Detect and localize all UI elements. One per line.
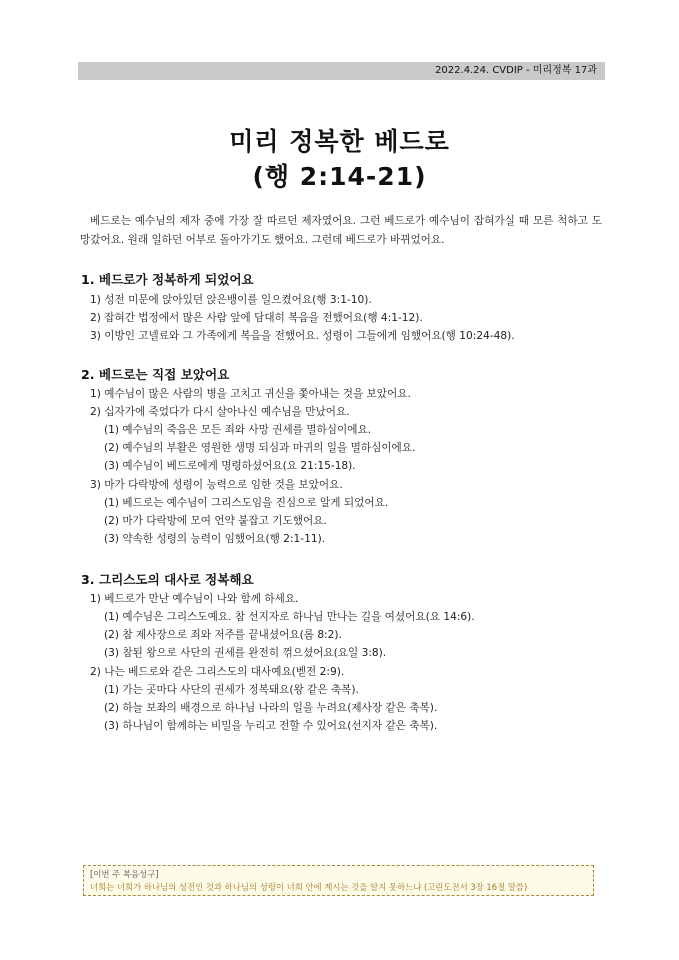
section-2-subitem-3-2: (2) 마가 다락방에 모여 언약 붙잡고 기도했어요. [104,515,327,527]
section-2-subitem-3-1: (1) 베드로는 예수님이 그리스도임을 진심으로 알게 되었어요. [104,497,389,509]
section-2-subitem-2-3: (3) 예수님이 베드로에게 명령하셨어요(요 21:15-18). [104,460,356,472]
section-2-title: 2. 베드로는 직접 보았어요 [81,367,230,382]
header-bar [78,62,605,80]
intro-paragraph: 베드로는 예수님의 제자 중에 가장 잘 따르던 제자였어요. 그런 베드로가 예수님이 잡혀가실 때 모른 척하고 도망갔어요. 원래 일하던 어부로 돌아가기도 했어요. 그런데 베드로가 바뀌었어요. [80,215,602,246]
weekly-verse-label: [이번 주 복음성구] [90,869,159,879]
weekly-verse-box [83,865,594,896]
section-2-item-2: 2) 십자가에 죽었다가 다시 살아나신 예수님을 만났어요. [90,406,350,418]
section-2-item-1: 1) 예수님이 많은 사람의 병을 고치고 귀신을 쫓아내는 것을 보았어요. [90,388,411,400]
section-2-subitem-2-1: (1) 예수님의 죽음은 모든 죄와 사망 권세를 멸하심이에요. [104,424,372,436]
section-3-subitem-1-3: (3) 참된 왕으로 사단의 권세를 완전히 꺾으셨어요(요일 3:8). [104,647,387,659]
section-2-subitem-3-3: (3) 약속한 성령의 능력이 임했어요(행 2:1-11). [104,533,326,545]
section-3-subitem-1-1: (1) 예수님은 그리스도예요. 참 선지자로 하나님 만나는 길을 여셨어요(요 14:6). [104,611,475,623]
section-1-item-2: 2) 잡혀간 법정에서 많은 사람 앞에 담대히 복음을 전했어요(행 4:1-12). [90,312,423,324]
header-date-text: 2022.4.24. CVDIP - 미리정복 17과 [435,65,597,76]
section-1-title: 1. 베드로가 정복하게 되었어요 [81,272,254,287]
section-3-subitem-2-1: (1) 가는 곳마다 사단의 권세가 정복돼요(왕 같은 축복). [104,684,359,696]
section-3-item-1: 1) 베드로가 만난 예수님이 나와 함께 하세요. [90,593,299,605]
weekly-verse-text: 너희는 너희가 하나님의 성전인 것과 하나님의 성령이 너희 안에 계시는 것을 알지 못하느냐 (고린도전서 3장 16절 말씀) [90,882,528,892]
section-2-subitem-2-2: (2) 예수님의 부활은 영원한 생명 되심과 마귀의 일을 멸하심이에요. [104,442,416,454]
section-3-subitem-1-2: (2) 참 제사장으로 죄와 저주를 끝내셨어요(롬 8:2). [104,629,342,641]
section-2-item-3: 3) 마가 다락방에 성령이 능력으로 임한 것을 보았어요. [90,479,343,491]
section-3-subitem-2-3: (3) 하나님이 함께하는 비밀을 누리고 전할 수 있어요(선지자 같은 축복). [104,720,438,732]
page-title: 미리 정복한 베드로 [229,127,450,156]
section-3-item-2: 2) 나는 베드로와 같은 그리스도의 대사예요(벧전 2:9). [90,666,345,678]
section-3-title: 3. 그리스도의 대사로 정복해요 [81,572,254,587]
section-1-item-1: 1) 성전 미문에 앉아있던 앉은뱅이를 일으켰어요(행 3:1-10). [90,294,372,306]
page-subtitle-reference: (행 2:14-21) [252,162,427,191]
section-3-subitem-2-2: (2) 하늘 보좌의 배경으로 하나님 나라의 일을 누려요(제사장 같은 축복). [104,702,438,714]
section-1-item-3: 3) 이방인 고넬료와 그 가족에게 복음을 전했어요. 성령이 그들에게 임했어요(행 10:24-48). [90,330,515,342]
